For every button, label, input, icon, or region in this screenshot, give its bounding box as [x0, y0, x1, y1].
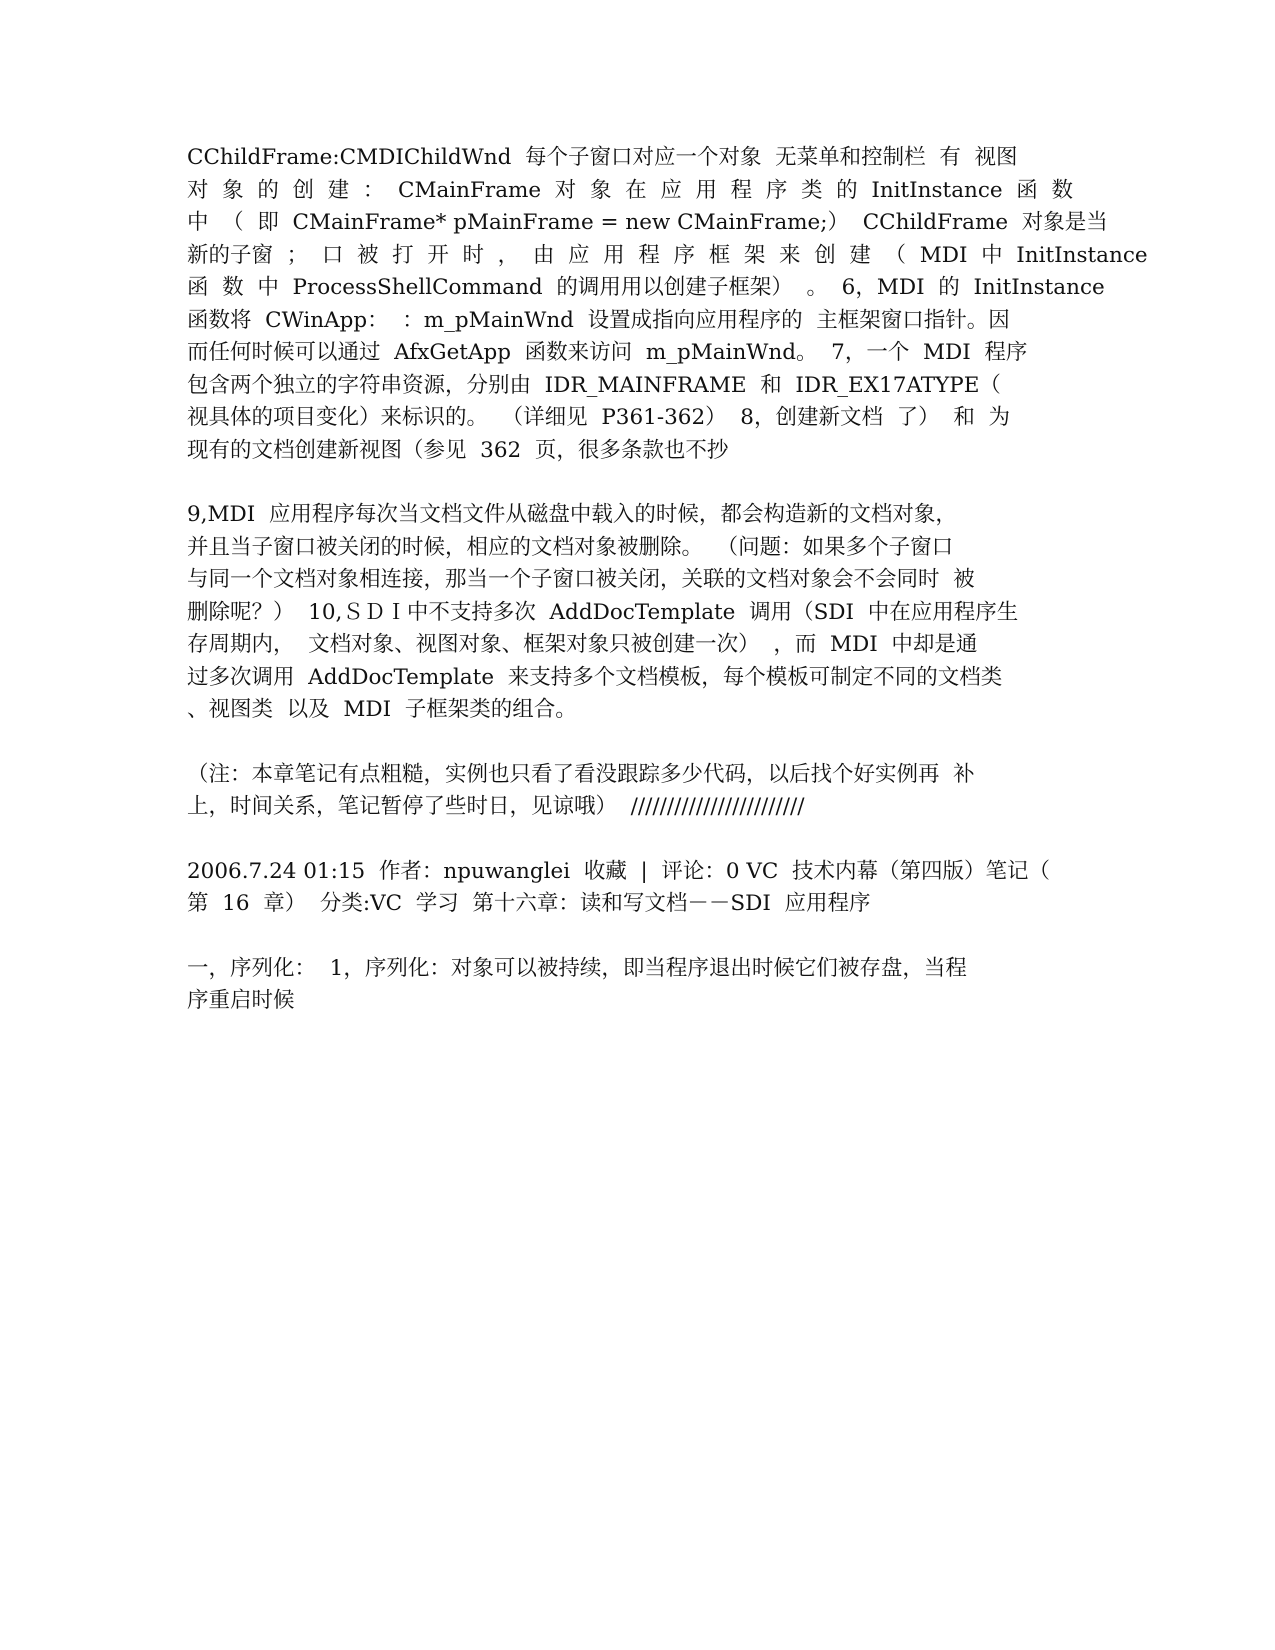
- paragraph: [187, 953, 1187, 1018]
- text-line: 上，时间关系，笔记暂停了些时日，见谅哦） ////////////////////////: [187, 794, 805, 819]
- paragraph: [187, 142, 1187, 467]
- text-line: 一，序列化： 1，序列化：对象可以被持续，即当程序退出时候它们被存盘，当程: [187, 955, 967, 981]
- text-line: 并且当子窗口被关闭的时候，相应的文档对象被删除。 （问题：如果多个子窗口: [187, 534, 954, 560]
- text-line: 现有的文档创建新视图（参见 362 页，很多条款也不抄: [187, 437, 729, 463]
- text-line: 函数将 CWinApp： ：m_pMainWnd 设置成指向应用程序的 主框架窗口指针。因: [187, 307, 1010, 333]
- text-line: 序重启时候: [187, 988, 295, 1013]
- paragraph: [187, 759, 1187, 824]
- paragraph: [187, 499, 1187, 727]
- text-line: CChildFrame:CMDIChildWnd 每个子窗口对应一个对象 无菜单和控制栏 有 视图: [187, 145, 1018, 170]
- text-line: 第 16 章） 分类:VC 学习 第十六章：读和写文档－－SDI 应用程序: [187, 891, 871, 916]
- text-line: 、视图类 以及 MDI 子框架类的组合。: [187, 697, 577, 722]
- text-line: 包含两个独立的字符串资源，分别由 IDR_MAINFRAME 和 IDR_EX17ATYPE（: [187, 372, 1001, 398]
- text-line: 2006.7.24 01:15 作者：npuwanglei 收藏 | 评论：0 VC 技术内幕（第四版）笔记（: [187, 858, 1051, 884]
- text-line: 对 象 的 创 建 ： CMainFrame 对 象 在 应 用 程 序 类 的 InitInstance 函 数: [187, 177, 1073, 203]
- text-line: 删除呢？） 10,ＳＤＩ中不支持多次 AddDocTemplate 调用（SDI 中在应用程序生: [187, 599, 1019, 625]
- text-line: 9,MDI 应用程序每次当文档文件从磁盘中载入的时候，都会构造新的文档对象，: [187, 502, 957, 527]
- text-line: 中 （ 即 CMainFrame* pMainFrame = new CMainFrame;） CChildFrame 对象是当: [187, 210, 1108, 235]
- document-body: [187, 142, 1187, 1050]
- text-line: 新的子窗 ； 口 被 打 开 时 ， 由 应 用 程 序 框 架 来 创 建 （ MDI 中 InitInstance: [187, 242, 1148, 268]
- paragraph: [187, 856, 1187, 921]
- text-line: 存周期内， 文档对象、视图对象、框架对象只被创建一次） ，而 MDI 中却是通: [187, 632, 978, 657]
- text-line: 函 数 中 ProcessShellCommand 的调用用以创建子框架） 。 6，MDI 的 InitInstance: [187, 275, 1105, 300]
- text-line: 与同一个文档对象相连接，那当一个子窗口被关闭，关联的文档对象会不会同时 被: [187, 567, 975, 592]
- text-line: 而任何时候可以通过 AfxGetApp 函数来访问 m_pMainWnd。 7，一个 MDI 程序: [187, 340, 1028, 365]
- text-line: 过多次调用 AddDocTemplate 来支持多个文档模板，每个模板可制定不同的文档类: [187, 664, 1003, 690]
- text-line: （注：本章笔记有点粗糙，实例也只看了看没跟踪多少代码，以后找个好实例再 补: [187, 761, 975, 787]
- text-line: 视具体的项目变化）来标识的。 （详细见 P361-362） 8，创建新文档 了） 和 为: [187, 405, 1010, 430]
